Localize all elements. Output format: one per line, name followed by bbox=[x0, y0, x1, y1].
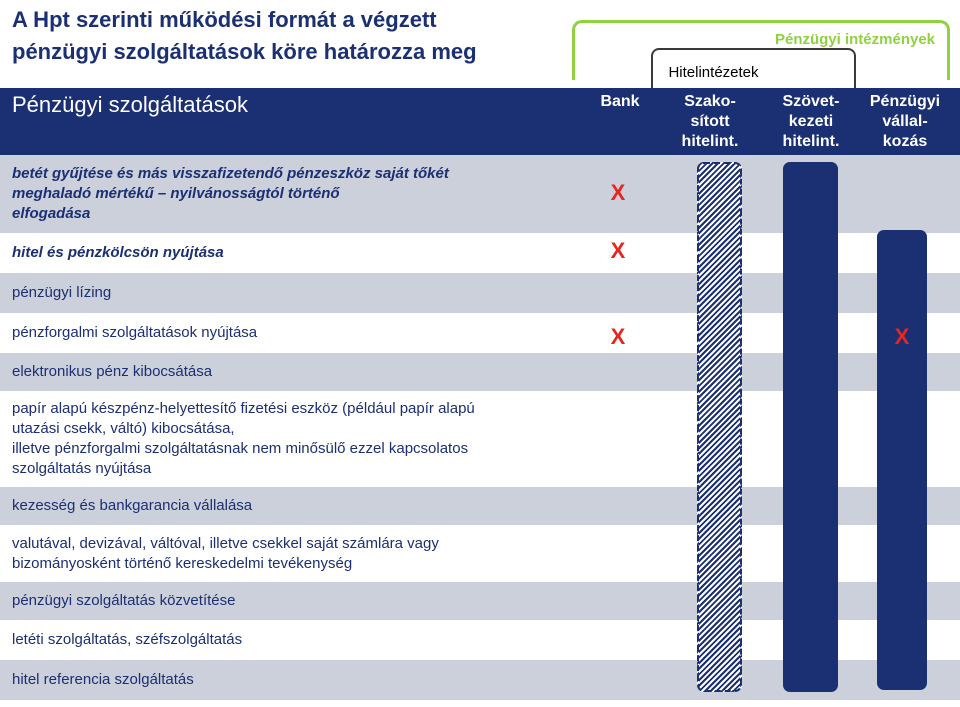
service-row-line: illetve pénzforgalmi szolgáltatásnak nem minősülő ezzel kapcsolatos bbox=[12, 440, 469, 457]
service-row-line: szolgáltatás nyújtása bbox=[12, 460, 152, 477]
column-header-line: Bank bbox=[600, 93, 640, 110]
column-header-line: Szako- bbox=[684, 93, 736, 110]
column-header-line: hitelint. bbox=[782, 133, 840, 150]
column-header-cooperative bbox=[772, 92, 850, 152]
service-row-line: pénzforgalmi szolgáltatások nyújtása bbox=[12, 324, 258, 341]
service-row-line: meghaladó mértékű – nyilvánosságtól történő bbox=[12, 185, 340, 202]
header-title: Pénzügyi szolgáltatások bbox=[12, 92, 249, 117]
cooperative-credit-institution-bar bbox=[783, 162, 838, 692]
service-row-line: hitel és pénzkölcsön nyújtása bbox=[12, 244, 224, 261]
column-header-line: Szövet- bbox=[782, 93, 840, 110]
financial-enterprise-bar bbox=[877, 230, 927, 690]
service-row-line: letéti szolgáltatás, széfszolgáltatás bbox=[12, 631, 243, 648]
service-row-line: utazási csekk, váltó) kibocsátása, bbox=[12, 420, 235, 437]
bank-exclusive-mark: X bbox=[610, 324, 626, 349]
service-row-line: hitel referencia szolgáltatás bbox=[12, 671, 194, 688]
column-header-line: vállal- bbox=[882, 113, 928, 130]
service-row-line: pénzügyi lízing bbox=[12, 284, 112, 301]
service-row-line: kezesség és bankgarancia vállalása bbox=[12, 497, 253, 514]
column-header-specialized bbox=[670, 92, 750, 152]
service-row-line: papír alapú készpénz-helyettesítő fizetési eszköz (például papír alapú bbox=[12, 400, 475, 417]
title-line: A Hpt szerinti működési formát a végzett bbox=[12, 7, 437, 32]
column-header-financial-enterprise bbox=[860, 92, 950, 152]
service-row-line: elektronikus pénz kibocsátása bbox=[12, 363, 213, 380]
bank-exclusive-mark: X bbox=[610, 180, 626, 205]
financial-institutions-label: Pénzügyi intézmények bbox=[774, 31, 936, 48]
service-row-line: elfogadása bbox=[12, 205, 91, 222]
column-header-line: sított bbox=[690, 113, 730, 130]
service-row-line: bizományosként történő kereskedelmi tevékenység bbox=[12, 554, 353, 572]
column-header-line: hitelint. bbox=[681, 133, 739, 150]
column-header-line: Pénzügyi bbox=[869, 93, 941, 110]
service-row-line: valutával, devizával, váltóval, illetve csekkel saját számlára vagy bbox=[12, 534, 439, 552]
column-header-bank bbox=[585, 92, 655, 112]
column-header-line: kezeti bbox=[788, 113, 834, 130]
column-header-line: kozás bbox=[882, 133, 928, 150]
specialized-credit-institution-bar bbox=[697, 162, 742, 692]
page-title bbox=[12, 4, 572, 68]
bank-exclusive-mark: X bbox=[610, 238, 626, 263]
title-line: pénzügyi szolgáltatások köre határozza meg bbox=[12, 39, 477, 64]
credit-institutions-label: Hitelintézetek bbox=[668, 64, 759, 81]
service-row-line: pénzügyi szolgáltatás közvetítése bbox=[12, 592, 236, 609]
service-row-line: betét gyűjtése és más visszafizetendő pénzeszköz saját tőkét bbox=[12, 165, 449, 182]
financial-enterprise-exclusive-mark: X bbox=[894, 324, 910, 349]
